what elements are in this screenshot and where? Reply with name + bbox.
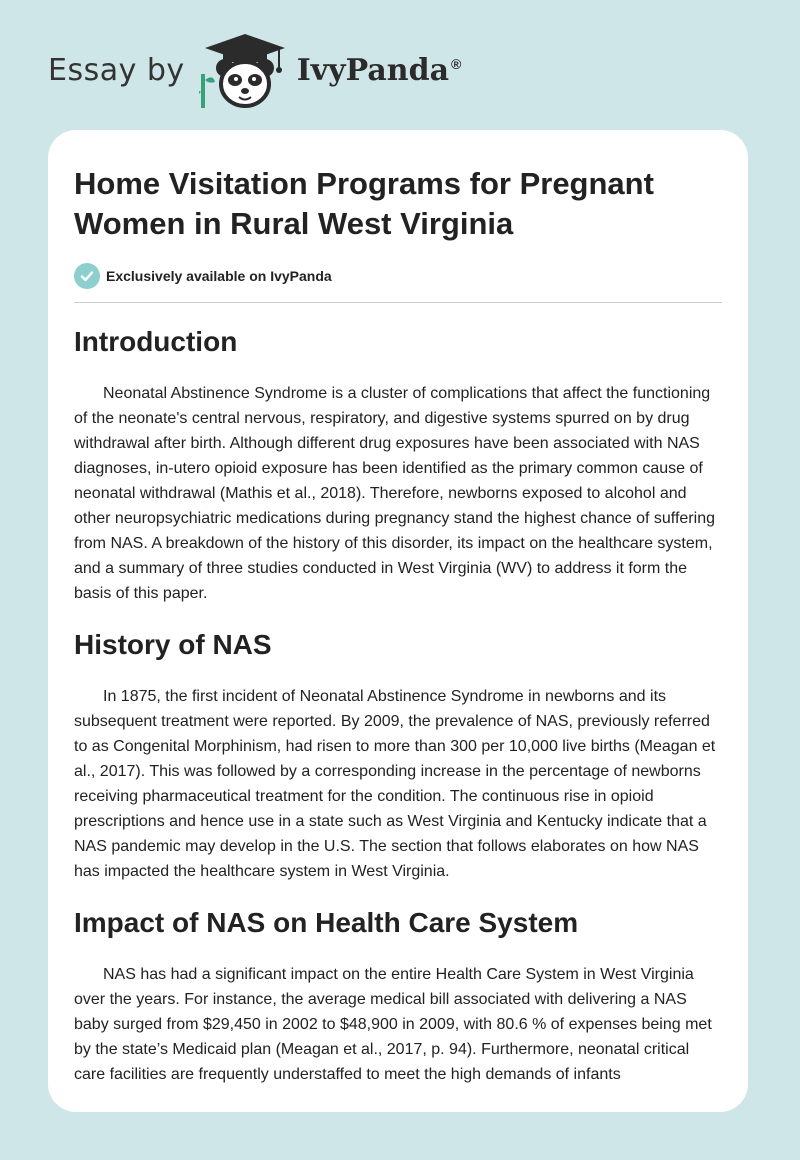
registered-mark: ® xyxy=(451,55,462,72)
brand-header xyxy=(48,28,461,112)
brand-name[interactable]: IvyPanda ® xyxy=(296,52,462,88)
section-heading-history: History of NAS xyxy=(74,629,272,660)
section-paragraph-introduction: Neonatal Abstinence Syndrome is a cluster of complications that affect the functioning of the neonate's central nervous, respiratory, and digestive systems spurred on by drug withdrawal after birth. Although different drug exposures have been associated with NAS diagnoses, in-utero opioid exposure has been identified as the primary common cause of neonatal withdrawal (Mathis et al., 2018). Therefore, newborns exposed to alcohol and other neuropsychiatric medications during pregnancy stand the highest chance of suffering from NAS. A breakdown of the history of this disorder, its impact on the healthcare system, and a summary of three studies conducted in West Virginia (WV) to address it form the basis of this paper. xyxy=(74,385,715,602)
brand-prefix: Essay by xyxy=(48,52,185,88)
section-heading-introduction: Introduction xyxy=(74,326,238,357)
section-heading-impact: Impact of NAS on Health Care System xyxy=(74,907,579,938)
check-icon xyxy=(74,263,100,289)
exclusive-badge xyxy=(74,262,722,290)
article-card xyxy=(48,130,748,1112)
section-paragraph-history: In 1875, the first incident of Neonatal Abstinence Syndrome in newborns and its subsequent treatment were reported. By 2009, the prevalence of NAS, previously referred to as Congenital Morphinism, had risen to more than 300 per 10,000 live births (Meagan et al., 2017). This was followed by a corresponding increase in the percentage of newborns receiving pharmaceutical treatment for the condition. The continuous rise in opioid prescriptions and hence use in a state such as West Virginia and Kentucky indicate that a NAS pandemic may develop in the U.S. The section that follows elaborates on how NAS has impacted the healthcare system in West Virginia. xyxy=(74,688,716,880)
panda-graduate-logo-icon[interactable] xyxy=(199,28,291,112)
divider xyxy=(74,302,722,303)
section-paragraph-impact: NAS has had a significant impact on the entire Health Care System in West Virginia over the years. For instance, the average medical bill associated with delivering a NAS baby surged from $29,450 in 2002 to $48,900 in 2009, with 80.6 % of expenses being met by the state’s Medicaid plan (Meagan et al., 2017, p. 94). Furthermore, neonatal critical care facilities are frequently understaffed to meet the high demands of infants xyxy=(74,966,712,1083)
badge-text: Exclusively available on IvyPanda xyxy=(106,268,332,284)
article-title: Home Visitation Programs for Pregnant Women in Rural West Virginia xyxy=(74,166,654,241)
